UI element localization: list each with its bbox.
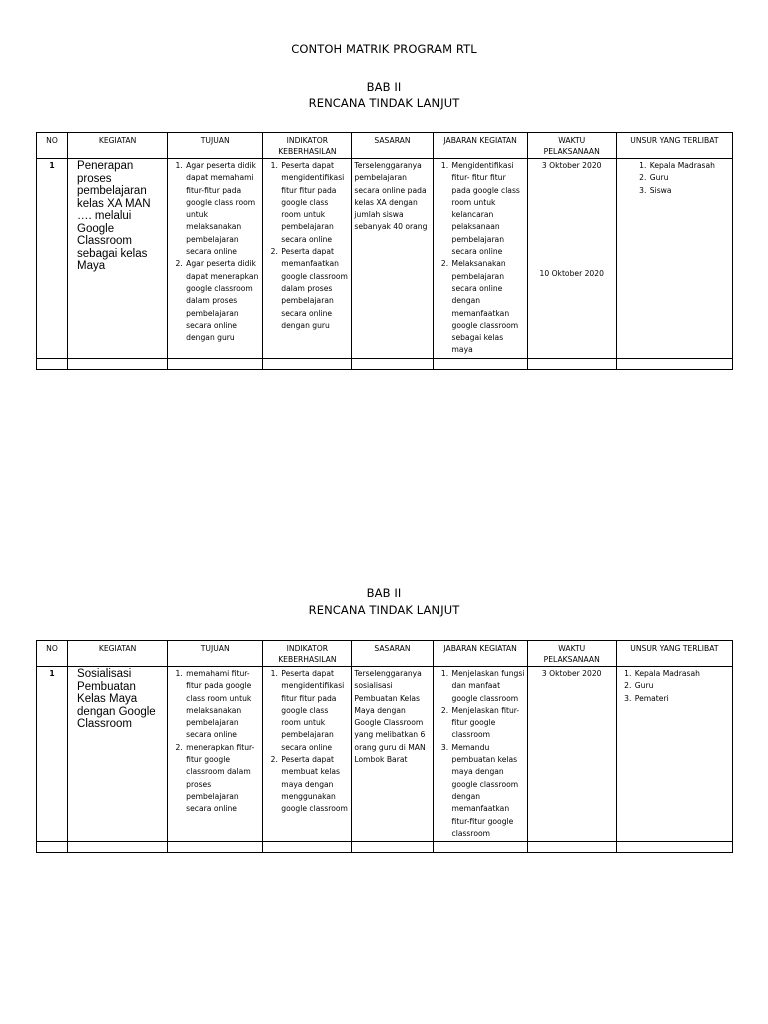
- header-tujuan: TUJUAN: [168, 641, 263, 667]
- waktu-date-2: 10 Oktober 2020: [539, 269, 604, 279]
- section1-bab: BAB II: [366, 80, 402, 94]
- cell-sasaran: Terselenggaranya sosialisasi Pembuatan Kelas Maya dengan Google Classroom yang melibatkan 6 orang guru di MAN Lombok Barat: [352, 667, 433, 842]
- waktu-date-1: 3 Oktober 2020: [541, 161, 602, 170]
- table-row-empty: [37, 358, 733, 369]
- list-item: 1. memahami fitur-fitur pada google class room untuk melaksanakan pembelajaran secara online: [185, 668, 260, 742]
- list-item: 2. Melaksanakan pembelajaran secara online dengan memanfaatkan google classroom sebagai kelas maya: [451, 258, 525, 356]
- cell-tujuan: [168, 667, 263, 842]
- section1-subtitle: RENCANA TINDAK LANJUT: [308, 96, 460, 110]
- cell-no: 1: [37, 159, 68, 359]
- header-unsur: UNSUR YANG TERLIBAT: [616, 641, 732, 667]
- header-sasaran: SASARAN: [352, 641, 433, 667]
- header-indikator: INDIKATOR KEBERHASILAN: [263, 133, 352, 159]
- header-tujuan: TUJUAN: [168, 133, 263, 159]
- list-item: 2. Menjelaskan fitur-fitur google classroom: [451, 705, 525, 742]
- cell-waktu: [527, 159, 616, 359]
- cell-waktu: [527, 667, 616, 842]
- header-waktu: WAKTU PELAKSANAAN: [527, 641, 616, 667]
- list-item: 1. Peserta dapat mengidentifikasi fitur fitur pada google class room untuk pembelajaran secara online: [280, 668, 349, 754]
- list-item: 1. Peserta dapat mengidentifikasi fitur fitur pada google class room untuk pembelajaran secara online: [280, 160, 349, 246]
- section2-bab: BAB II: [366, 586, 402, 600]
- table-row: [37, 667, 733, 842]
- list-item: 2. Peserta dapat memanfaatkan google classroom dalam proses pembelajaran secara online dengan guru: [280, 246, 349, 332]
- list-item: 1. Agar peserta didik dapat memahami fitur-fitur pada google class room untuk melaksanakan pembelajaran secara online: [185, 160, 260, 258]
- list-item: 2. Guru: [634, 680, 730, 692]
- list-item: 1. Menjelaskan fungsi dan manfaat google classroom: [451, 668, 525, 705]
- list-item: 1. Kepala Madrasah: [634, 668, 730, 680]
- rtl-table-2: [36, 640, 733, 853]
- cell-kegiatan: Sosialisasi Pembuatan Kelas Maya dengan Google Classroom: [68, 667, 168, 842]
- header-jabaran: JABARAN KEGIATAN: [433, 641, 527, 667]
- waktu-date-1: 3 Oktober 2020: [541, 669, 602, 678]
- cell-sasaran: Terselenggaranya pembelajaran secara online pada kelas XA dengan jumlah siswa sebanyak 40 orang: [352, 159, 433, 359]
- table-header-row: [37, 641, 733, 667]
- list-item: 3. Pemateri: [634, 693, 730, 705]
- list-item: 1. Kepala Madrasah: [649, 160, 730, 172]
- cell-jabaran: [433, 159, 527, 359]
- header-indikator: INDIKATOR KEBERHASILAN: [263, 641, 352, 667]
- cell-no: 1: [37, 667, 68, 842]
- cell-indikator: [263, 159, 352, 359]
- header-sasaran: SASARAN: [352, 133, 433, 159]
- section2-subtitle: RENCANA TINDAK LANJUT: [308, 603, 460, 617]
- table-row-empty: [37, 842, 733, 853]
- list-item: 1. Mengidentifikasi fitur- fitur fitur pada google class room untuk kelancaran pelaksanaan pembelajaran secara online: [451, 160, 525, 258]
- header-unsur: UNSUR YANG TERLIBAT: [616, 133, 732, 159]
- table-row: [37, 159, 733, 359]
- list-item: 2. Guru: [649, 172, 730, 184]
- cell-jabaran: [433, 667, 527, 842]
- header-waktu: WAKTU PELAKSANAAN: [527, 133, 616, 159]
- list-item: 2. Agar peserta didik dapat menerapkan google classroom dalam proses pembelajaran secara online dengan guru: [185, 258, 260, 344]
- list-item: 2. menerapkan fitur-fitur google classroom dalam proses pembelajaran secara online: [185, 742, 260, 816]
- cell-unsur: [616, 159, 732, 359]
- header-jabaran: JABARAN KEGIATAN: [433, 133, 527, 159]
- list-item: 2. Peserta dapat membuat kelas maya dengan menggunakan google classroom: [280, 754, 349, 815]
- document-title: CONTOH MATRIK PROGRAM RTL: [291, 42, 477, 56]
- cell-indikator: [263, 667, 352, 842]
- rtl-table-1: [36, 132, 733, 370]
- header-no: NO: [37, 133, 68, 159]
- header-kegiatan: KEGIATAN: [68, 133, 168, 159]
- cell-tujuan: [168, 159, 263, 359]
- list-item: 3. Siswa: [649, 185, 730, 197]
- list-item: 3. Memandu pembuatan kelas maya dengan google classroom dengan memanfaatkan fitur-fitur google classroom: [451, 742, 525, 840]
- cell-unsur: [616, 667, 732, 842]
- table-header-row: [37, 133, 733, 159]
- header-no: NO: [37, 641, 68, 667]
- header-kegiatan: KEGIATAN: [68, 641, 168, 667]
- cell-kegiatan: Penerapan proses pembelajaran kelas XA MAN …. melalui Google Classroom sebagai kelas Maya: [68, 159, 168, 359]
